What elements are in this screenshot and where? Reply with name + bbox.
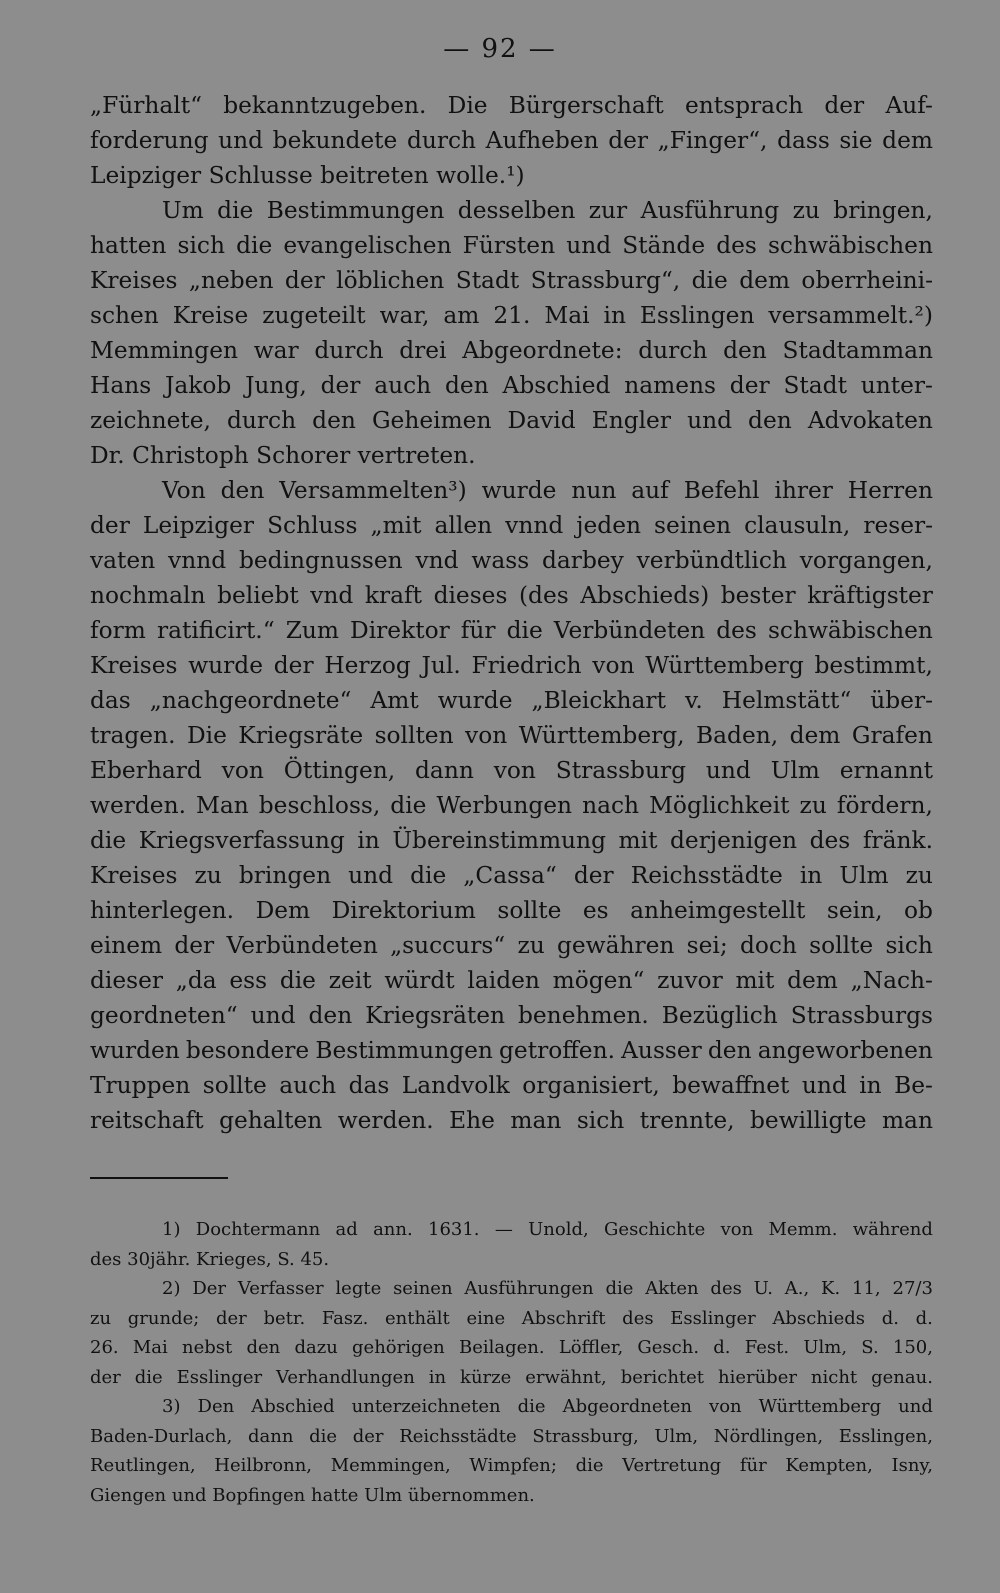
text-line: einem der Verbündeten „succurs“ zu gewähren sei; doch sollte sich [90, 932, 933, 959]
text-line: „Fürhalt“ bekanntzugeben. Die Bürgerschaft entsprach der Auf- [90, 92, 933, 119]
text-line: werden. Man beschloss, die Werbungen nach Möglichkeit zu fördern, [90, 792, 933, 819]
text-line: forderung und bekundete durch Aufheben der „Finger“, dass sie dem [90, 127, 933, 154]
text-line: tragen. Die Kriegsräte sollten von Württemberg, Baden, dem Grafen [90, 722, 933, 749]
text-line: das „nachgeordnete“ Amt wurde „Bleickhart v. Helmstätt“ über- [90, 687, 933, 714]
text-line: Leipziger Schlusse beitreten wolle.¹) [90, 162, 525, 189]
text-line: Memmingen war durch drei Abgeordnete: durch den Stadtamman [90, 337, 933, 364]
text-line: hinterlegen. Dem Direktorium sollte es anheimgestellt sein, ob [90, 897, 933, 924]
footnote-line: Baden-Durlach, dann die der Reichsstädte Strassburg, Ulm, Nördlingen, Esslingen, [90, 1425, 933, 1447]
text-line: nochmaln beliebt vnd kraft dieses (des Abschieds) bester kräftigster [90, 582, 933, 609]
footnote-line: 1) Dochtermann ad ann. 1631. — Unold, Geschichte von Memm. während [162, 1219, 933, 1240]
text-line: reitschaft gehalten werden. Ehe man sich trennte, bewilligte man [90, 1107, 933, 1134]
text-line: die Kriegsverfassung in Übereinstimmung mit derjenigen des fränk. [90, 827, 933, 854]
text-line: Eberhard von Öttingen, dann von Strassburg und Ulm ernannt [90, 757, 933, 784]
text-line: Kreises „neben der löblichen Stadt Strassburg“, die dem oberrheini- [90, 267, 933, 294]
text-line: form ratificirt.“ Zum Direktor für die Verbündeten des schwäbischen [90, 617, 933, 644]
footnote-separator [90, 1177, 228, 1179]
footnote-line: der die Esslinger Verhandlungen in kürze erwähnt, berichtet hierüber nicht genau. [90, 1366, 933, 1388]
footnote-line: des 30jähr. Krieges, S. 45. [90, 1248, 330, 1270]
footnotes [90, 1215, 933, 1510]
text-line: der Leipziger Schluss „mit allen vnnd jeden seinen clausuln, reser- [90, 512, 933, 539]
footnote-line: Giengen und Bopfingen hatte Ulm übernommen. [90, 1484, 535, 1506]
text-line: zeichnete, durch den Geheimen David Engler und den Advokaten [90, 407, 933, 434]
text-line: schen Kreise zugeteilt war, am 21. Mai in Esslingen versammelt.²) [90, 302, 933, 329]
footnote-line: zu grunde; der betr. Fasz. enthält eine Abschrift des Esslinger Abschieds d. d. [90, 1307, 933, 1329]
text-line: wurden besondere Bestimmungen getroffen. Ausser den angeworbenen [90, 1037, 933, 1064]
text-line: dieser „da ess die zeit würdt laiden mögen“ zuvor mit dem „Nach- [90, 967, 933, 994]
text-line: Dr. Christoph Schorer vertreten. [90, 442, 476, 469]
text-line: geordneten“ und den Kriegsräten benehmen. Bezüglich Strassburgs [90, 1002, 933, 1029]
footnote-line: 2) Der Verfasser legte seinen Ausführungen die Akten des U. A., K. 11, 27/3 [162, 1278, 933, 1299]
text-line: Kreises wurde der Herzog Jul. Friedrich von Württemberg bestimmt, [90, 652, 933, 679]
footnote-line: 3) Den Abschied unterzeichneten die Abgeordneten von Württemberg und [162, 1396, 933, 1417]
text-line: Um die Bestimmungen desselben zur Ausführung zu bringen, [162, 197, 933, 224]
text-line: Kreises zu bringen und die „Cassa“ der Reichsstädte in Ulm zu [90, 862, 933, 889]
text-line: Hans Jakob Jung, der auch den Abschied namens der Stadt unter- [90, 372, 933, 399]
page-number: — 92 — [443, 34, 557, 64]
footnote-line: 26. Mai nebst den dazu gehörigen Beilagen. Löffler, Gesch. d. Fest. Ulm, S. 150, [90, 1337, 933, 1358]
footnote-line: Reutlingen, Heilbronn, Memmingen, Wimpfen; die Vertretung für Kempten, Isny, [90, 1455, 933, 1476]
body-text [90, 88, 933, 1138]
text-line: vaten vnnd bedingnussen vnd wass darbey verbündtlich vorgangen, [90, 547, 933, 574]
text-line: hatten sich die evangelischen Fürsten und Stände des schwäbischen [90, 232, 933, 259]
text-line: Von den Versammelten³) wurde nun auf Befehl ihrer Herren [162, 477, 933, 504]
text-line: Truppen sollte auch das Landvolk organisiert, bewaffnet und in Be- [90, 1072, 933, 1099]
